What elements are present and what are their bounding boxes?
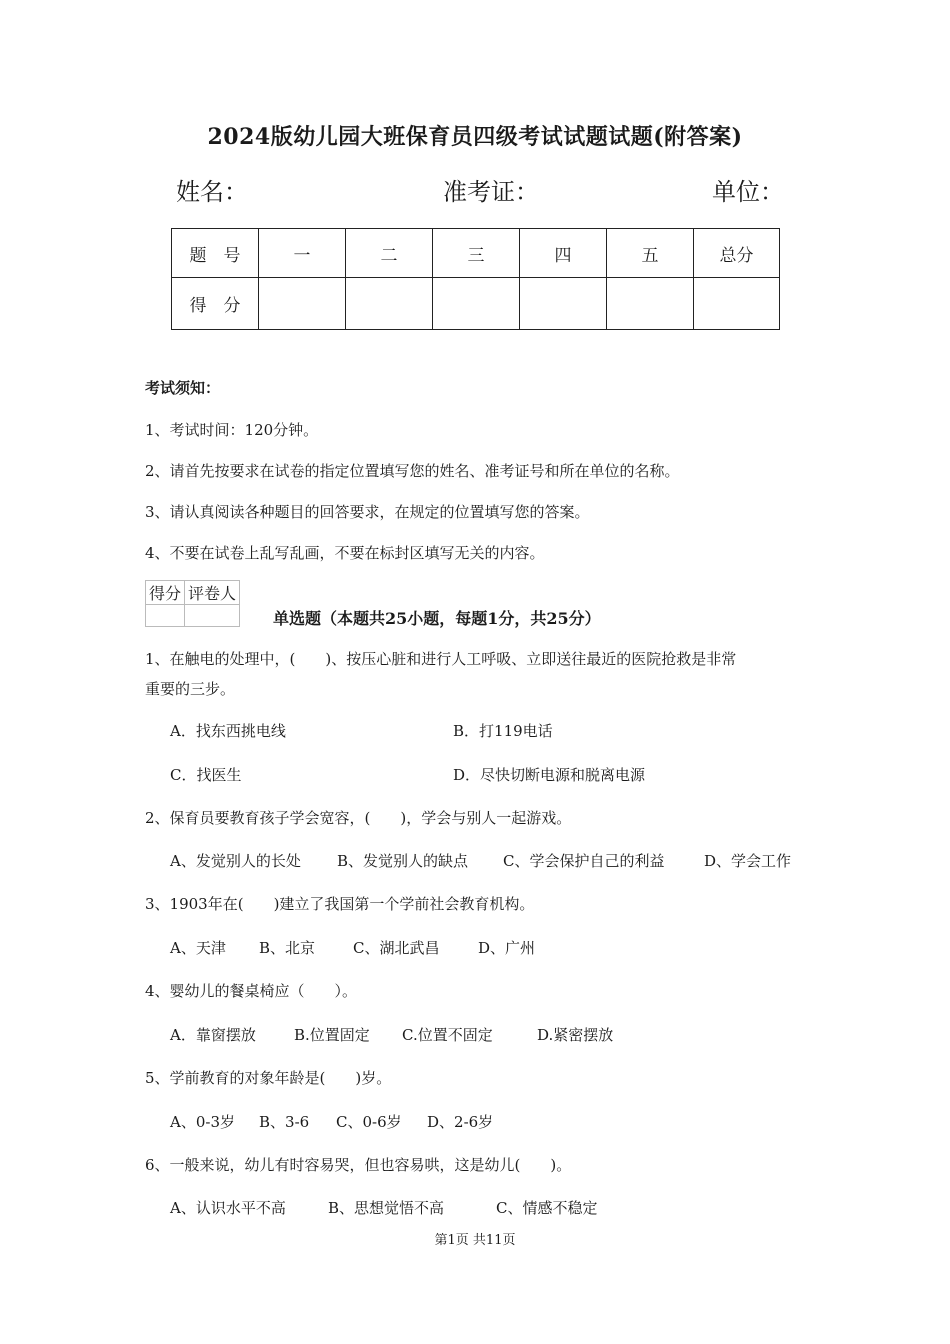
score-cell[interactable]: [259, 278, 346, 330]
question-stem: 1、在触电的处理中，( )、按压心脏和进行人工呼吸、立即送往最近的医院抢救是非常: [145, 650, 737, 668]
answer-option[interactable]: A、认识水平不高: [170, 1199, 286, 1217]
score-row-label: 得 分: [172, 278, 259, 330]
score-table: [171, 228, 780, 330]
score-cell[interactable]: [433, 278, 520, 330]
answer-option[interactable]: A．靠窗摆放: [170, 1026, 256, 1044]
answer-option[interactable]: A、发觉别人的长处: [170, 852, 301, 870]
score-table-header: 二: [346, 229, 433, 278]
score-cell[interactable]: [694, 278, 780, 330]
grader-reviewer-cell[interactable]: [185, 605, 240, 627]
answer-option[interactable]: B、北京: [259, 939, 316, 957]
answer-option[interactable]: B、思想觉悟不高: [328, 1199, 445, 1217]
notice-item: 3、请认真阅读各种题目的回答要求，在规定的位置填写您的答案。: [145, 503, 590, 521]
grader-score-label: 得分: [146, 581, 185, 605]
answer-option[interactable]: A、天津: [170, 939, 226, 957]
answer-option[interactable]: C．找医生: [170, 766, 242, 784]
notice-item: 1、考试时间：120分钟。: [145, 421, 319, 439]
question-stem: 2、保育员要教育孩子学会宽容，( )，学会与别人一起游戏。: [145, 809, 572, 827]
question-stem: 6、一般来说，幼儿有时容易哭，但也容易哄，这是幼儿( )。: [145, 1156, 572, 1174]
answer-option[interactable]: C.位置不固定: [402, 1026, 493, 1044]
answer-option[interactable]: A、0-3岁: [170, 1113, 235, 1131]
grader-score-cell[interactable]: [146, 605, 185, 627]
question-stem: 4、婴幼儿的餐桌椅应（ ）。: [145, 982, 358, 1000]
answer-option[interactable]: D.紧密摆放: [537, 1026, 614, 1044]
question-stem-continued: 重要的三步。: [145, 680, 236, 698]
exam-number-label: 准考证：: [443, 178, 539, 206]
answer-option[interactable]: B、3-6: [259, 1113, 310, 1131]
grader-reviewer-label: 评卷人: [185, 581, 240, 605]
answer-option[interactable]: D、2-6岁: [427, 1113, 494, 1131]
notice-heading: 考试须知：: [145, 379, 221, 397]
answer-option[interactable]: C、0-6岁: [336, 1113, 402, 1131]
question-stem: 3、1903年在( )建立了我国第一个学前社会教育机构。: [145, 895, 535, 913]
answer-option[interactable]: B．打119电话: [453, 722, 553, 740]
score-cell[interactable]: [346, 278, 433, 330]
score-table-header: 四: [520, 229, 607, 278]
notice-item: 4、不要在试卷上乱写乱画，不要在标封区填写无关的内容。: [145, 544, 545, 562]
answer-option[interactable]: D．尽快切断电源和脱离电源: [453, 766, 646, 784]
score-table-score-row: [172, 278, 780, 330]
answer-option[interactable]: C、湖北武昌: [353, 939, 440, 957]
score-table-header-row: [172, 229, 780, 278]
page-footer: 第1页 共11页: [434, 1233, 516, 1248]
section-title: 单选题（本题共25小题，每题1分，共25分）: [273, 609, 601, 628]
notice-item: 2、请首先按要求在试卷的指定位置填写您的姓名、准考证号和所在单位的名称。: [145, 462, 680, 480]
score-cell[interactable]: [607, 278, 694, 330]
name-label: 姓名：: [176, 178, 248, 206]
answer-option[interactable]: D、广州: [478, 939, 536, 957]
answer-option[interactable]: C、情感不稳定: [496, 1199, 598, 1217]
answer-option[interactable]: A．找东西挑电线: [170, 722, 286, 740]
grader-box: [145, 580, 240, 627]
question-stem: 5、学前教育的对象年龄是( )岁。: [145, 1069, 392, 1087]
score-table-header: 五: [607, 229, 694, 278]
score-cell[interactable]: [520, 278, 607, 330]
answer-option[interactable]: C、学会保护自己的利益: [503, 852, 665, 870]
answer-option[interactable]: B、发觉别人的缺点: [337, 852, 469, 870]
score-table-header: 三: [433, 229, 520, 278]
unit-label: 单位：: [712, 178, 784, 206]
score-table-header: 总分: [694, 229, 780, 278]
answer-option[interactable]: B.位置固定: [294, 1026, 370, 1044]
answer-option[interactable]: D、学会工作: [704, 852, 792, 870]
score-table-header: 一: [259, 229, 346, 278]
page-title: 2024版幼儿园大班保育员四级考试试题试题(附答案): [207, 124, 743, 150]
score-table-header: 题 号: [172, 229, 259, 278]
